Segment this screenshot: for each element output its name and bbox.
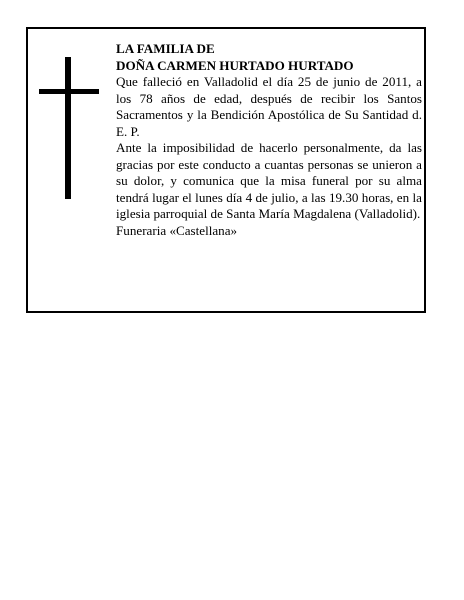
death-details-paragraph: Que falleció en Valladolid el día 25 de junio de 2011, a los 78 años de edad, después de recibir los Santos Sacramentos y la Bendición Apostólica de Su Santidad d. E. P. (116, 74, 422, 139)
obituary-notice (26, 27, 426, 313)
funeral-home-signature: Funeraria «Castellana» (116, 222, 238, 238)
heading-family: LA FAMILIA DE (116, 41, 215, 56)
cross-icon (39, 57, 99, 199)
funeral-details-paragraph: Ante la imposibilidad de hacerlo personalmente, da las gracias por este conducto a cuantas personas se unieron a su dolor, y comunica que la misa funeral por su alma tendrá lugar el lunes día 4 de julio, a las 19.30 horas, en la iglesia parroquial de Santa María Magdalena (Valladolid). (116, 140, 422, 221)
cross-vertical-bar (65, 57, 71, 199)
heading-deceased-name: DOÑA CARMEN HURTADO HURTADO (116, 57, 354, 73)
notice-text (116, 41, 422, 239)
cross-horizontal-bar (39, 89, 99, 94)
